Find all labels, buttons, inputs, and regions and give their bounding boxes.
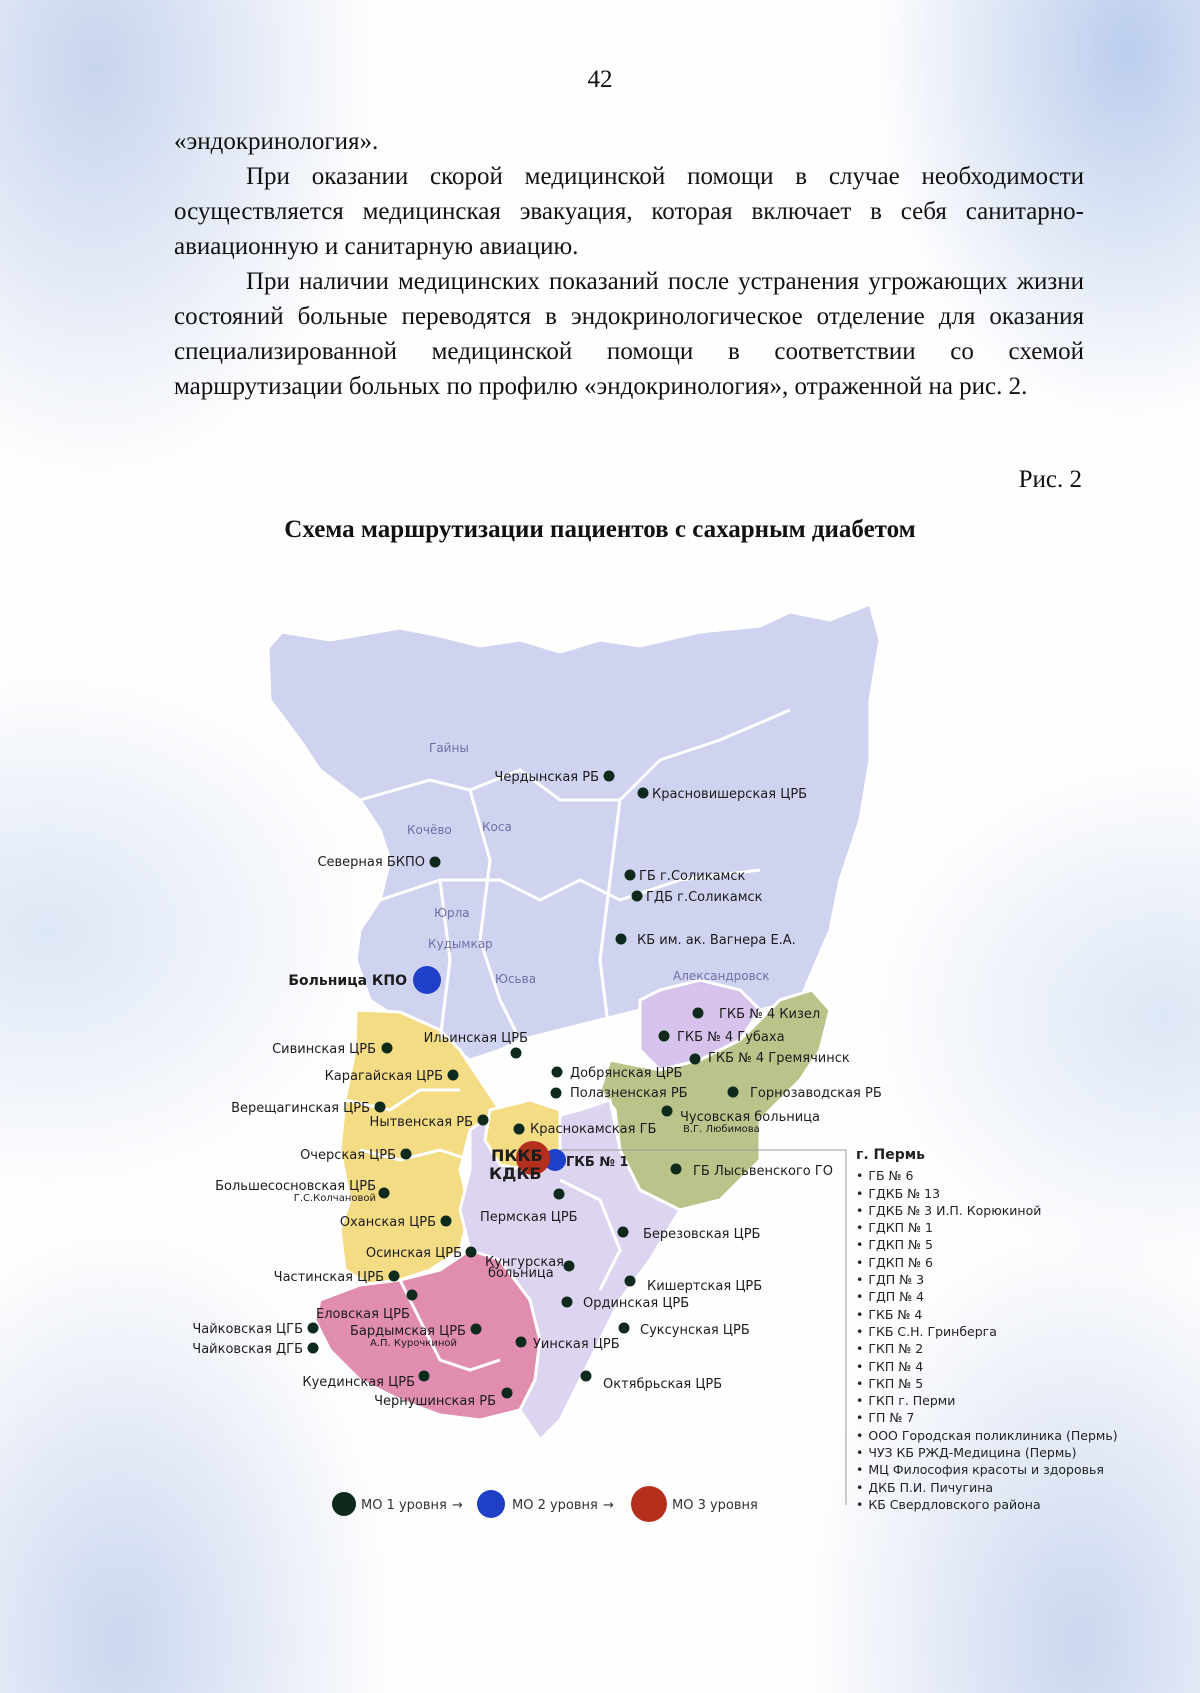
marker-krasnokam [514,1124,525,1135]
facility-label: Чердынская РБ [494,770,599,785]
facility-label: Суксунская ЦРБ [640,1323,750,1338]
facility-label: Еловская ЦРБ [316,1307,410,1322]
facility-label: КБ им. ак. Вагнера Е.А. [637,933,796,948]
facility-label: больница [488,1266,554,1281]
perm-facility-list [856,1147,1118,1513]
marker-severnaya [430,857,441,868]
facility-label: Оханская ЦРБ [339,1215,436,1230]
marker-gb-solikamsk [625,870,636,881]
facility-label: Сивинская ЦРБ [272,1042,376,1057]
paragraph-1: «эндокринология». [174,128,379,155]
marker-bsosn [379,1188,390,1199]
marker-elov [407,1290,418,1301]
marker-barda [471,1324,482,1335]
page-number: 42 [587,66,613,93]
marker-kpo-level2 [413,966,441,994]
facility-label: Больница КПО [288,973,407,989]
list-item: • ГДП № 4 [856,1288,1118,1305]
list-item: • ГКП № 4 [856,1358,1118,1375]
marker-gubakha [659,1031,670,1042]
marker-krasnovish [638,788,649,799]
marker-vereshch [375,1102,386,1113]
marker-chernush [502,1388,513,1399]
facility-label: Чусовская больница [680,1110,820,1125]
facility-label: Добрянская ЦРБ [570,1066,683,1081]
list-item: • ГДКП № 1 [856,1219,1118,1236]
marker-gornozav [728,1087,739,1098]
legend-level2-marker [477,1490,505,1518]
paragraph-2: При оказании скорой медицинской помощи в случае необходимости осуществляется медицинская эвакуация, которая включает в себя санитарно-авиационную и санитарную авиацию. [174,163,1084,260]
facility-label: Кунгурская [485,1255,564,1270]
marker-lysva [671,1164,682,1175]
legend-level3-label: МО 3 уровня [672,1498,758,1513]
marker-dobryan [552,1067,563,1078]
facility-label: ГКБ № 4 Гремячинск [708,1051,850,1066]
list-item: • ГКП г. Перми [856,1392,1118,1409]
facility-label: Березовская ЦРБ [643,1227,761,1242]
marker-cherdyn [604,771,615,782]
district-name: Юрла [434,906,470,920]
marker-suksun [619,1323,630,1334]
legend-level2-label: МО 2 уровня [512,1498,598,1513]
list-item: • ДКБ П.И. Пичугина [856,1479,1118,1496]
district-name: Коса [482,820,512,834]
figure-label: Рис. 2 [1018,466,1082,493]
facility-label: Полазненская РБ [570,1086,688,1101]
facility-label: Горнозаводская РБ [750,1086,882,1101]
figure-title: Схема маршрутизации пациентов с сахарным диабетом [284,516,916,543]
list-item: • ГКП № 2 [856,1340,1118,1357]
list-item: • МЦ Философия красоты и здоровья [856,1461,1118,1478]
legend-arrow: → [603,1498,614,1513]
facility-label: Куединская ЦРБ [302,1375,415,1390]
facility-label: Кишертская ЦРБ [647,1279,763,1294]
facility-label: А.П. Курочкиной [370,1338,457,1349]
legend-level1-marker [332,1492,356,1516]
marker-chaik-crb [308,1323,319,1334]
district-name: Кочёво [407,823,452,837]
facility-label: Осинская ЦРБ [365,1246,462,1261]
legend-level3-marker [631,1486,667,1522]
list-item: • ГКБ № 4 [856,1306,1118,1323]
marker-ordin [562,1297,573,1308]
marker-nytven [478,1115,489,1126]
perm-list-title: г. Пермь [856,1147,926,1163]
facility-label: Бардымская ЦРБ [350,1324,466,1339]
district-name: Кудымкар [428,937,493,951]
list-item: • ГКП № 5 [856,1375,1118,1392]
facility-label: Большесосновская ЦРБ [215,1179,376,1194]
legend-arrow: → [452,1498,463,1513]
facility-label: Г.С.Колчановой [293,1193,376,1204]
marker-kuedin [419,1371,430,1382]
facility-label: Очерская ЦРБ [300,1148,396,1163]
facility-label: Чайковская ЦГБ [192,1322,303,1337]
facility-label: ГКБ № 1 [566,1155,629,1170]
list-item: • ООО Городская поликлиника (Пермь) [856,1427,1118,1444]
marker-ochersk [401,1149,412,1160]
facility-label: Пермская ЦРБ [480,1210,578,1225]
list-item: • ГДКБ № 13 [856,1185,1118,1202]
paragraph-3: При наличии медицинских показаний после устранения угрожающих жизни состояний больные переводятся в эндокринологическое отделение для оказания специализированной медицинской помощи в соответствии со схемой маршрутизации больных по профилю «эндокринология», отраженной на рис. 2. [174,268,1084,400]
facility-label: Нытвенская РБ [369,1115,473,1130]
facility-label: Верещагинская ЦРБ [231,1101,370,1116]
facility-label: ГДБ г.Соликамск [646,890,763,905]
facility-label: Северная БКПО [317,855,425,870]
list-item: • КБ Свердловского района [856,1496,1118,1513]
marker-okhan [441,1216,452,1227]
list-item: • ЧУЗ КБ РЖД-Медицина (Пермь) [856,1444,1118,1461]
region-north [268,604,880,1060]
marker-kung [564,1261,575,1272]
marker-chastin [389,1271,400,1282]
list-item: • ГДКП № 5 [856,1236,1118,1253]
facility-label: Краснокамская ГБ [530,1122,657,1137]
facility-label: ГКБ № 4 Кизел [719,1007,821,1022]
facility-label: Чайковская ДГБ [192,1342,303,1357]
marker-osin [466,1247,477,1258]
marker-permskaya [554,1189,565,1200]
marker-polazn [551,1088,562,1099]
marker-chusov [662,1106,673,1117]
marker-gdb-solikamsk [632,891,643,902]
marker-karagai [448,1070,459,1081]
facility-label: Ординская ЦРБ [583,1296,690,1311]
facility-label: КДКБ [489,1164,542,1183]
legend-level1-label: МО 1 уровня [361,1498,447,1513]
marker-uin [516,1337,527,1348]
facility-label: Ильинская ЦРБ [423,1031,528,1046]
marker-kisher [625,1276,636,1287]
list-item: • ГДКП № 6 [856,1254,1118,1271]
facility-label: Карагайская ЦРБ [324,1069,443,1084]
marker-berez [618,1227,629,1238]
facility-label: Уинская ЦРБ [533,1337,620,1352]
facility-label: ГБ Лысьвенского ГО [693,1164,834,1179]
list-item: • ГП № 7 [856,1409,1118,1426]
marker-kb-vagner [616,934,627,945]
list-item: • ГБ № 6 [856,1167,1118,1184]
facility-label: Октябрьская ЦРБ [603,1377,723,1392]
level-legend [332,1486,758,1522]
list-item: • ГДП № 3 [856,1271,1118,1288]
list-item: • ГДКБ № 3 И.П. Корюкиной [856,1202,1118,1219]
district-name: Гайны [429,741,469,755]
marker-gremyach [690,1054,701,1065]
marker-sivin [382,1043,393,1054]
facility-label: ГКБ № 4 Губаха [677,1030,785,1045]
facility-label: В.Г. Любимова [683,1124,760,1135]
list-item: • ГКБ С.Н. Гринберга [856,1323,1118,1340]
marker-chaik-dgb [308,1343,319,1354]
district-name: Александровск [673,969,770,983]
facility-label: ГБ г.Соликамск [639,869,746,884]
facility-label: Чернушинская РБ [374,1394,496,1409]
marker-kizel [693,1008,704,1019]
marker-ilyin [511,1048,522,1059]
district-name: Юсьва [495,972,537,986]
facility-label: Частинская ЦРБ [273,1270,384,1285]
marker-oktyabr [581,1371,592,1382]
facility-label: Красновишерская ЦРБ [652,787,808,802]
facility-label: ПККБ [491,1146,543,1165]
